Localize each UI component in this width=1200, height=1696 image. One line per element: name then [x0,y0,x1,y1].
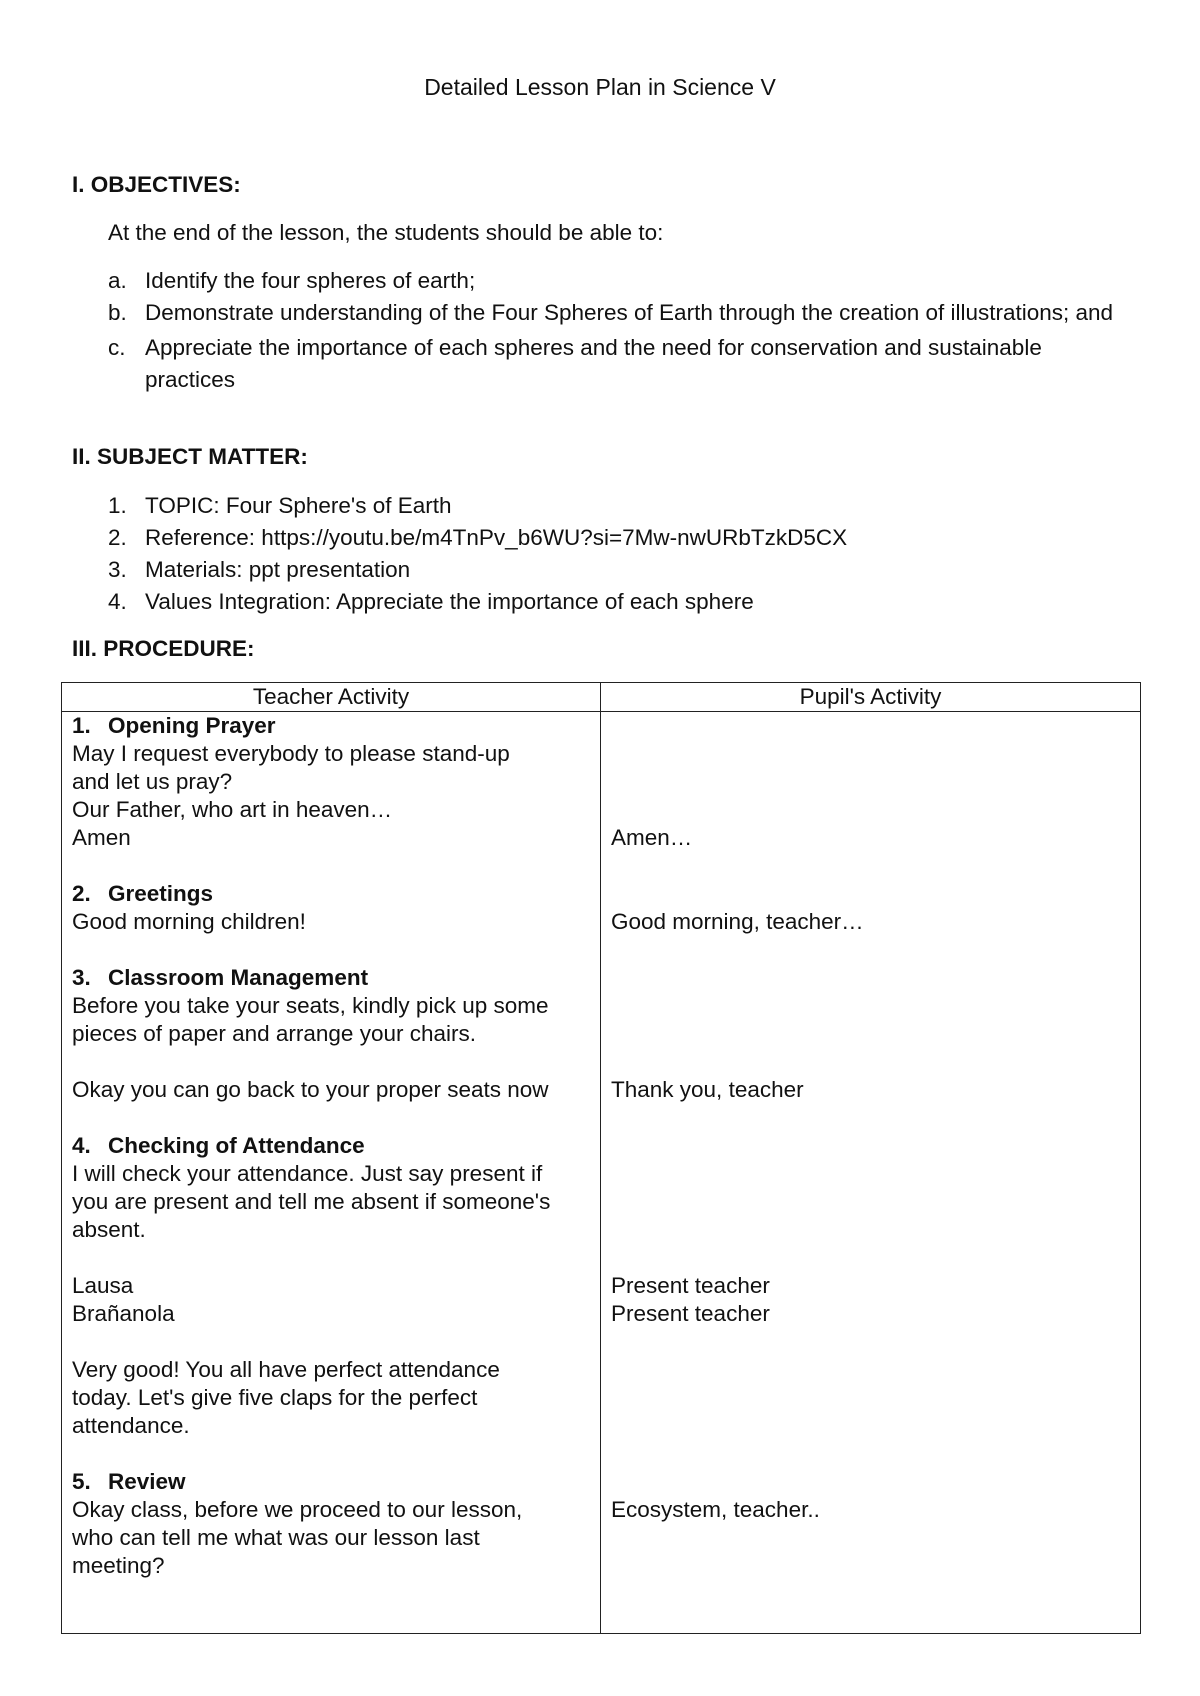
teacher-line: and let us pray? [72,769,233,794]
list-text: Identify the four spheres of earth; [145,268,476,293]
spacer [611,1132,1130,1160]
objectives-list [108,266,1128,396]
teacher-line: Good morning children! [72,909,306,934]
pupil-line: Good morning, teacher… [611,909,864,934]
list-marker: a. [108,268,127,293]
spacer [611,1244,1130,1272]
list-text: TOPIC: Four Sphere's of Earth [145,493,452,518]
step-number: 4. [72,1133,91,1158]
table-header-row [62,683,1141,712]
spacer [611,1048,1130,1076]
list-marker: 1. [108,493,127,518]
spacer [611,880,1130,908]
teacher-line: Okay you can go back to your proper seats now [72,1077,549,1102]
list-marker: 3. [108,557,127,582]
spacer [611,852,1130,880]
list-text: Materials: ppt presentation [145,557,411,582]
step-title-checking-attendance [72,1132,590,1160]
spacer [611,992,1130,1020]
spacer [611,1104,1130,1132]
list-marker: b. [108,299,127,325]
spacer [611,1216,1130,1244]
teacher-line: today. Let's give five claps for the perfect [72,1385,478,1410]
spacer [611,740,1130,768]
spacer [611,1020,1130,1048]
list-text: Appreciate the importance of each spheres and the need for conservation and sustainable practices [145,334,1042,392]
teacher-line: Lausa [72,1273,134,1298]
teacher-line: meeting? [72,1553,165,1578]
list-marker: c. [108,334,126,360]
list-item [108,490,1128,522]
spacer [611,1468,1130,1496]
list-item [108,297,1128,329]
list-item [108,266,1128,296]
step-title-text: Greetings [108,881,214,906]
step-title-review [72,1468,590,1496]
spacer [72,936,590,964]
spacer [611,964,1130,992]
list-item [108,332,1128,396]
step-number: 1. [72,713,91,738]
list-item [108,586,1128,618]
list-marker: 4. [108,589,127,614]
list-text: Reference: https://youtu.be/m4TnPv_b6WU?si=7Mw-nwURbTzkD5CX [145,525,848,550]
spacer [72,1328,590,1356]
procedure-table [61,682,1141,1634]
spacer [611,1188,1130,1216]
teacher-line: Very good! You all have perfect attendance [72,1357,500,1382]
step-title-classroom-management [72,964,590,992]
subject-matter-list [108,490,1128,618]
spacer [611,1356,1130,1384]
subject-matter-heading: II. SUBJECT MATTER: [72,444,308,469]
step-number: 5. [72,1469,91,1494]
page-title: Detailed Lesson Plan in Science V [424,74,776,100]
pupil-line: Present teacher [611,1273,770,1298]
step-title-text: Checking of Attendance [108,1133,365,1158]
pupil-line: Ecosystem, teacher.. [611,1497,820,1522]
list-item [108,522,1128,554]
column-header-teacher: Teacher Activity [62,683,601,712]
spacer [72,1048,590,1076]
teacher-line: Our Father, who art in heaven… [72,797,393,822]
spacer [611,768,1130,796]
teacher-line: May I request everybody to please stand-up [72,741,510,766]
spacer [72,1104,590,1132]
teacher-line: absent. [72,1217,146,1242]
objectives-intro: At the end of the lesson, the students should be able to: [108,220,664,245]
step-title-text: Review [108,1469,186,1494]
spacer [611,1412,1130,1440]
teacher-line: Before you take your seats, kindly pick up some [72,993,549,1018]
spacer [611,1328,1130,1356]
column-header-pupil: Pupil's Activity [601,683,1141,712]
teacher-line: who can tell me what was our lesson last [72,1525,480,1550]
spacer [611,1384,1130,1412]
list-text: Values Integration: Appreciate the importance of each sphere [145,589,754,614]
list-item [108,554,1128,586]
step-title-text: Opening Prayer [108,713,276,738]
teacher-line: Amen [72,825,131,850]
spacer [611,712,1130,740]
pupil-line: Amen… [611,825,693,850]
pupil-line: Thank you, teacher [611,1077,804,1102]
teacher-line: pieces of paper and arrange your chairs. [72,1021,476,1046]
teacher-line: you are present and tell me absent if someone's [72,1189,551,1214]
spacer [611,1160,1130,1188]
spacer [72,1244,590,1272]
teacher-activity-cell [62,712,601,1634]
step-number: 2. [72,881,91,906]
spacer [72,1440,590,1468]
spacer [611,796,1130,824]
list-text: Demonstrate understanding of the Four Spheres of Earth through the creation of illustrations; and [145,299,1114,325]
procedure-heading: III. PROCEDURE: [72,636,255,661]
step-number: 3. [72,965,91,990]
objectives-heading: I. OBJECTIVES: [72,172,241,197]
table-row [62,712,1141,1634]
pupil-line: Present teacher [611,1301,770,1326]
spacer [72,852,590,880]
teacher-line: Brañanola [72,1301,175,1326]
teacher-line: I will check your attendance. Just say present if [72,1161,543,1186]
pupil-activity-cell [601,712,1141,1634]
teacher-line: attendance. [72,1413,190,1438]
step-title-greetings [72,880,590,908]
spacer [611,936,1130,964]
step-title-text: Classroom Management [108,965,369,990]
teacher-line: Okay class, before we proceed to our lesson, [72,1497,523,1522]
spacer [611,1440,1130,1468]
step-title-opening-prayer [72,712,590,740]
list-marker: 2. [108,525,127,550]
